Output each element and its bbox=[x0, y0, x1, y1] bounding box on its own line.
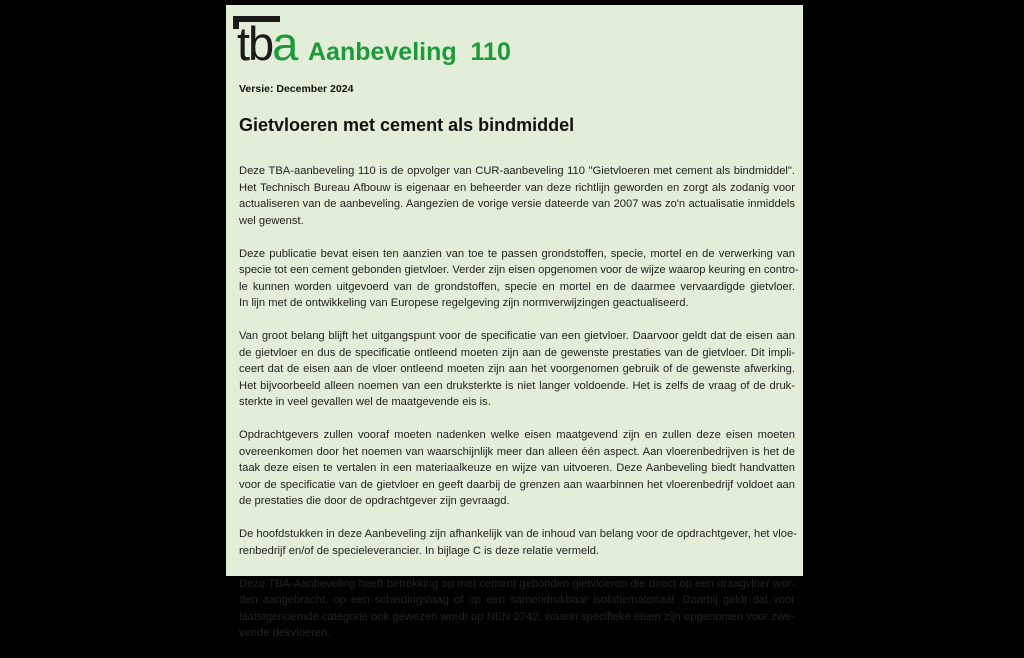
paragraph bbox=[239, 328, 795, 411]
text-line: renbedrijf en/of de specieleverancier. In bijlage C is deze relatie vermeld. bbox=[239, 544, 600, 557]
paragraph bbox=[239, 163, 795, 229]
paragraph bbox=[239, 576, 795, 642]
paragraph bbox=[239, 427, 795, 510]
text-line: de gietvloer en dus de specificatie ontleend moeten zijn aan de gewenste prestaties van de gietvloer. Dit impli- bbox=[239, 346, 795, 359]
tba-logo bbox=[233, 16, 303, 74]
text-line: overeenkomen door het noemen van waarschijnlijk meer dan alleen één aspect. Aan vloerenbedrijven is het de bbox=[239, 445, 795, 458]
text-line: Deze TBA-Aanbeveling heeft betrekking op met cement gebonden gietvloeren die direct op een draagvloer wor- bbox=[239, 577, 795, 590]
text-line: Deze publicatie bevat eisen ten aanzien van toe te passen grondstoffen, specie, mortel en de verwerking van bbox=[239, 247, 795, 260]
text-line: Het Technisch Bureau Afbouw is eigenaar en beheerder van deze richtlijn geworden en zorgt als zodanig voor bbox=[239, 181, 795, 194]
text-line: Deze TBA-aanbeveling 110 is de opvolger van CUR-aanbeveling 110 "Gietvloeren met cement als bindmiddel". bbox=[239, 165, 795, 177]
text-line: De hoofdstukken in deze Aanbeveling zijn afhankelijk van de inhoud van belang voor de opdrachtgever, het vloe- bbox=[239, 528, 797, 540]
document-page bbox=[226, 5, 803, 639]
text-line: specie tot een cement gebonden gietvloer. Verder zijn eisen opgenomen voor de wijze waarop keuring en contro- bbox=[239, 264, 799, 276]
text-line: Van groot belang blijft het uitgangspunt voor de specificatie van een gietvloer. Daarvoor geldt dat de eisen aan bbox=[239, 330, 795, 342]
text-line: Het bijvoorbeeld alleen noemen van een druksterkte is niet langer voldoende. Het is zelfs de vraag of de druk- bbox=[239, 379, 795, 392]
recommendation-heading: Aanbeveling 110 bbox=[308, 38, 511, 66]
text-line: vende dekvloeren. bbox=[239, 627, 331, 639]
text-line: actualiseren van de aanbeveling. Aangezien de vorige versie dateerde van 2007 was zo'n actualisatie inmiddels bbox=[239, 198, 795, 210]
text-line: laatstgenoemde categorie ook gewezen wordt op NEN 2742, waarin specifieke eisen zijn opgenomen voor zwe- bbox=[239, 610, 795, 623]
text-line: le kunnen worden uitgevoerd van de grondstoffen, specie en mortel en de daarmee vervaardigde gietvloer. bbox=[239, 280, 795, 293]
text-line: sterkte in veel gevallen wel de maatgevende eis is. bbox=[239, 396, 491, 408]
text-line: wel gewenst. bbox=[239, 214, 304, 227]
document-title: Gietvloeren met cement als bindmiddel bbox=[239, 115, 575, 135]
logo-text-a: a bbox=[272, 17, 297, 70]
text-line: Opdrachtgevers zullen vooraf moeten nadenken welke eisen maatgevend zijn en zullen deze eisen moeten bbox=[239, 429, 795, 441]
logo-wordmark bbox=[237, 17, 297, 70]
text-line: de prestaties die door de opdrachtgever zijn gevraagd. bbox=[239, 495, 510, 507]
text-line: voor de specificatie van de gietvloer en geeft daarbij de grenzen aan waarbinnen het vloerenbedrijf voldoet aan bbox=[239, 478, 795, 491]
paragraph bbox=[239, 246, 799, 312]
version-label: Versie: December 2024 bbox=[239, 83, 354, 95]
document-body bbox=[239, 163, 799, 658]
text-line: ceert dat de eisen aan de vloer ontleend moeten zijn aan het voorgenomen gebruik of de gewenste afwerking. bbox=[239, 363, 795, 375]
logo-text-tb: tb bbox=[237, 17, 273, 70]
text-line: In lijn met de ontwikkeling van Europese regelgeving zijn normverwijzingen geactualiseerd. bbox=[239, 297, 689, 309]
text-line: taak deze eisen te vertalen in een materiaalkeuze en wijze van uitvoeren. Deze Aanbeveling biedt handvatten bbox=[239, 462, 795, 474]
paragraph bbox=[239, 526, 795, 559]
text-line: den aangebracht, op een scheidingslaag of op een samendrukbaar isolatiemateriaal. Daarbij geldt dat voor bbox=[239, 594, 795, 606]
